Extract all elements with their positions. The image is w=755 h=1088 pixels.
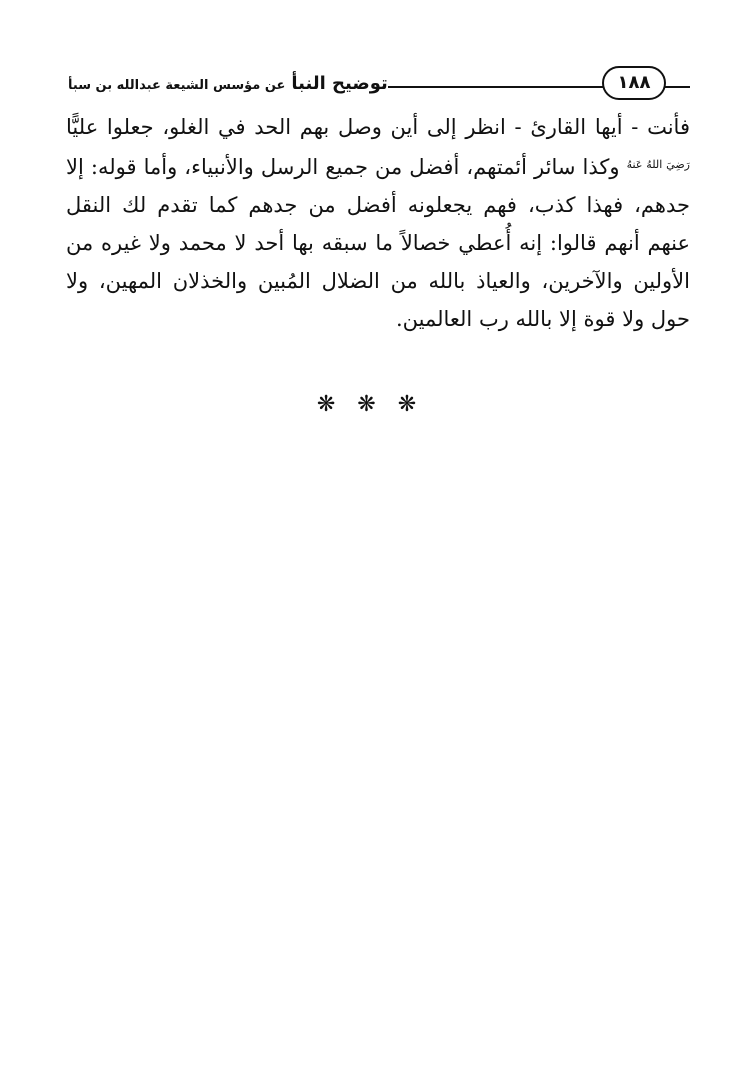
honorific-glyph: رَضِيَ اللهُ عَنهُ	[626, 158, 690, 171]
page-number: ١٨٨	[602, 66, 666, 100]
running-header	[62, 66, 690, 100]
book-title-main: توضيح النبأ	[291, 73, 388, 94]
main-paragraph	[66, 108, 690, 338]
paragraph	[66, 108, 690, 338]
book-title-sub: عن مؤسس الشيعة عبدالله بن سبأ	[68, 78, 286, 93]
paragraph-text-end: وكذا سائر أئمتهم، أفضل من جميع الرسل والأنبياء، وأما قوله: إلا جدهم، فهذا كذب، فهم يجعلونه أفضل من جدهم كما تقدم لك النقل عنهم أنهم قالوا: إنه أُعطي خصالاً ما سبقه بها أحد لا محمد ولا غيره من الأولين والآخرين، والعياذ بالله من الضلال المُبين والخذلان المهين، ولا حول ولا قوة إلا بالله رب العالمين.	[66, 155, 690, 331]
book-title	[62, 70, 388, 100]
section-separator: ❋❋❋	[316, 392, 439, 417]
paragraph-text-start: فأنت - أيها القارئ - انظر إلى أين وصل بهم الحد في الغلو، جعلوا عليًّا	[66, 115, 690, 139]
